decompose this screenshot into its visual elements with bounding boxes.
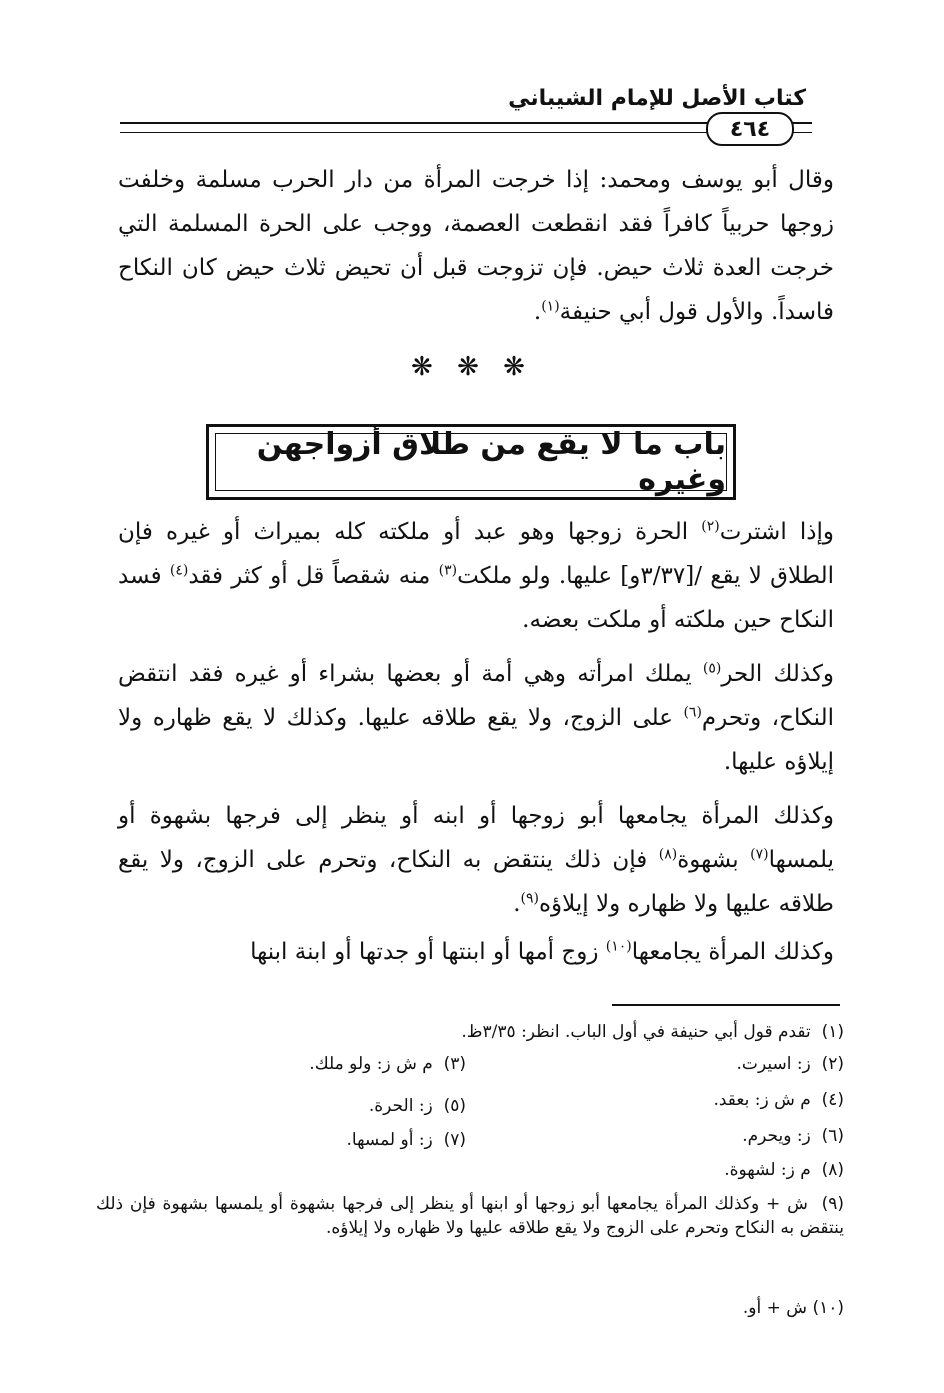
footnote-text: تقدم قول أبي حنيفة في أول الباب. انظر: ٣/٣٥ظ. [461, 1022, 811, 1042]
footnote-text: ش + أو. [742, 1298, 808, 1318]
text-run: فسد النكاح حين ملكته أو ملكت بعضه. [118, 563, 834, 633]
footnote-ref: (٣) [438, 562, 458, 579]
footnote-ref: (٦) [683, 704, 702, 721]
footnote-text: م ش ز: بعقد. [713, 1090, 811, 1110]
footnote-number: (٩) [821, 1194, 844, 1214]
footnote-8 [724, 1158, 844, 1182]
footnote-1 [461, 1020, 844, 1044]
footnote-ref: (١٠) [605, 938, 632, 955]
footnote-number: (٥) [443, 1096, 466, 1116]
footnote-number: (١٠) [812, 1298, 844, 1318]
footnote-2 [737, 1052, 844, 1076]
text-run: الحرة زوجها وهو عبد أو ملكته كله بميراث أو غيره فإن الطلاق لا يقع /[٣/٣٧و] عليها. ولو ملكت [118, 519, 834, 589]
footnote-number: (٢) [821, 1054, 844, 1074]
footnote-7 [346, 1128, 466, 1152]
text-run: زوج أمها أو ابنتها أو جدتها أو ابنة ابنها [250, 939, 606, 965]
section-separator: ❋ ❋ ❋ [411, 352, 533, 382]
footnote-9 [96, 1192, 844, 1240]
footnote-text: ش + وكذلك المرأة يجامعها أبو زوجها أو ابنها أو ينظر إلى فرجها بشهوة أو يلمسها بشهوة فإن ذلك ينتقض به النكاح وتحرم على الزوج ولا يقع طلاقه عليها ولا ظهاره ولا إيلاؤه. [96, 1194, 844, 1238]
footnote-number: (١) [821, 1022, 844, 1042]
footnote-ref: (٤) [169, 562, 189, 579]
footnote-number: (٣) [443, 1054, 466, 1074]
footnote-number: (٨) [821, 1160, 844, 1180]
footnote-ref: (٧) [750, 846, 769, 863]
text-run: فإن ذلك ينتقض به النكاح، وتحرم على الزوج، ولا يقع طلاقه عليها ولا ظهاره ولا إيلاؤه [118, 847, 834, 917]
page-number-badge [706, 112, 794, 146]
text-run: على الزوج، ولا يقع طلاقه عليها. وكذلك لا يقع ظهاره ولا إيلاؤه عليها. [118, 705, 834, 775]
footnote-text: ز: الحرة. [368, 1096, 433, 1116]
paragraph-5 [118, 930, 834, 974]
footnote-5 [369, 1094, 466, 1118]
footnote-ref: (١) [541, 298, 560, 315]
footnote-text: م ز: لشهوة. [724, 1160, 811, 1180]
footnote-text: ز: ويحرم. [742, 1126, 811, 1146]
footnote-ref: (٥) [702, 660, 722, 677]
chapter-title-inner-frame [215, 427, 727, 497]
footnote-ref: (٩) [520, 890, 539, 907]
text-run: وإذا اشترت [719, 519, 834, 545]
footnote-3 [309, 1052, 466, 1076]
footnote-10 [743, 1296, 844, 1320]
page-number: ٤٦٤ [729, 116, 771, 142]
footnote-number: (٦) [821, 1126, 844, 1146]
text-run: منه شقصاً قل أو كثر فقد [188, 563, 439, 589]
text-run: بشهوة [677, 847, 751, 873]
paragraph-text: وقال أبو يوسف ومحمد: إذا خرجت المرأة من دار الحرب مسلمة وخلفت زوجها حربياً كافراً فقد انقطعت العصمة، ووجب على الحرة المسلمة التي خرجت العدة ثلاث حيض. فإن تزوجت قبل أن تحيض ثلاث حيض كان النكاح فاسداً. والأول قول أبي حنيفة [118, 167, 834, 325]
footnote-4 [713, 1088, 844, 1112]
chapter-title: باب ما لا يقع من طلاق أزواجهن وغيره [256, 427, 726, 497]
footnote-text: م ش ز: ولو ملك. [309, 1054, 433, 1074]
text-run: وكذلك المرأة يجامعها [631, 939, 834, 965]
paragraph-end: . [533, 299, 542, 325]
footnote-number: (٤) [821, 1090, 844, 1110]
footnote-separator [612, 1004, 840, 1006]
paragraph-4 [118, 794, 834, 926]
footnote-6 [742, 1124, 844, 1148]
text-run: يملك امرأته وهي أمة أو بعضها بشراء أو غيره فقد انتقض النكاح، وتحرم [118, 661, 834, 731]
footnote-ref: (٨) [658, 846, 678, 863]
text-run: . [513, 891, 521, 917]
footnote-text: ز: اسيرت. [736, 1054, 811, 1074]
paragraph-1 [118, 158, 834, 334]
footnote-text: ز: أو لمسها. [346, 1130, 433, 1150]
text-run: وكذلك المرأة يجامعها أبو زوجها أو ابنه أو ينظر إلى فرجها بشهوة أو يلمسها [118, 803, 835, 873]
chapter-title-frame [206, 424, 736, 500]
footnote-number: (٧) [443, 1130, 466, 1150]
paragraph-3 [118, 652, 834, 784]
paragraph-2 [118, 510, 834, 642]
footnote-ref: (٢) [701, 518, 720, 535]
running-title: كتاب الأصل للإمام الشيباني [508, 86, 806, 111]
text-run: وكذلك الحر [721, 661, 834, 687]
